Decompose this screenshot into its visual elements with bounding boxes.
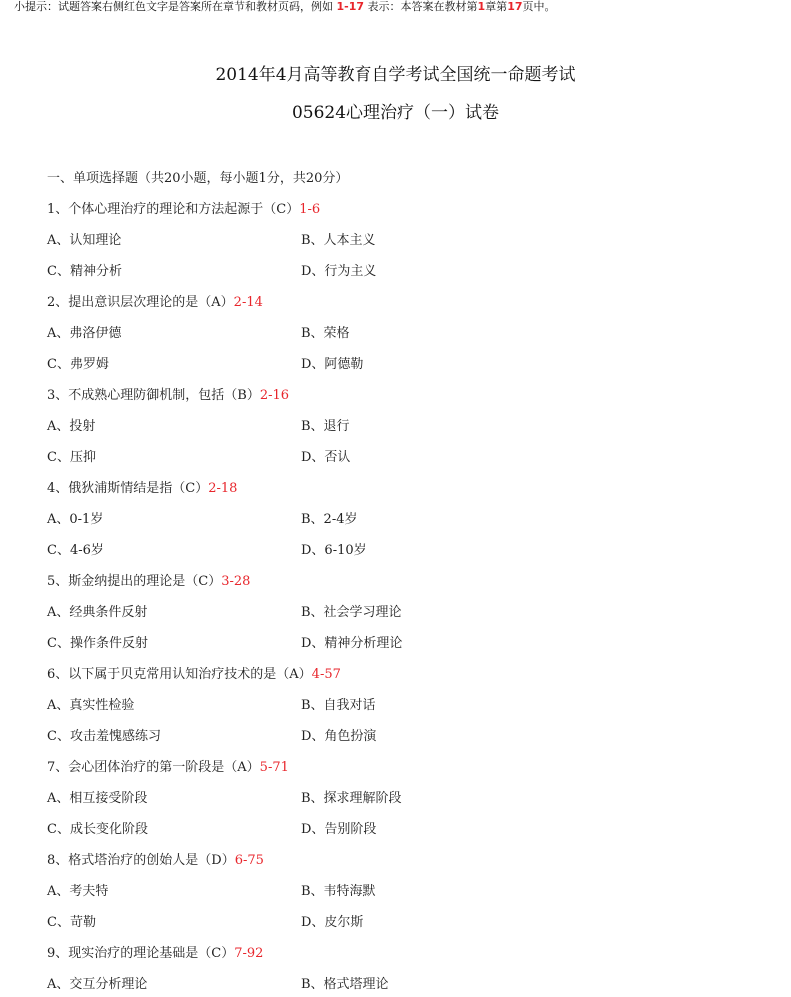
option-c: C、成长变化阶段 bbox=[47, 822, 148, 837]
question-stem: 1、个体心理治疗的理论和方法起源于（C） bbox=[47, 202, 300, 217]
option-c: C、精神分析 bbox=[47, 264, 122, 279]
answer-ref: 3-28 bbox=[221, 574, 251, 589]
option-b: B、退行 bbox=[301, 419, 350, 434]
option-b: B、2-4岁 bbox=[301, 512, 358, 527]
section-heading: 一、单项选择题（共20小题，每小题1分，共20分） bbox=[47, 171, 349, 186]
tip-example-ref: 1-17 bbox=[336, 0, 365, 13]
question-8 bbox=[47, 853, 264, 869]
option-c: C、攻击羞愧感练习 bbox=[47, 729, 161, 744]
option-b: B、探求理解阶段 bbox=[301, 791, 402, 806]
option-b: B、人本主义 bbox=[301, 233, 376, 248]
tip-mid2: 章第 bbox=[485, 0, 508, 13]
tip-page: 17 bbox=[507, 0, 523, 13]
question-6 bbox=[47, 667, 341, 683]
option-b: B、韦特海默 bbox=[301, 884, 376, 899]
tip-banner bbox=[14, 0, 556, 14]
option-c: C、苛勒 bbox=[47, 915, 96, 930]
option-d: D、否认 bbox=[301, 450, 351, 465]
option-c: C、弗罗姆 bbox=[47, 357, 109, 372]
answer-ref: 2-18 bbox=[208, 481, 238, 496]
tip-middle: 表示：本答案在教材第 bbox=[367, 0, 478, 13]
question-stem: 2、提出意识层次理论的是（A） bbox=[47, 295, 234, 310]
option-a: A、交互分析理论 bbox=[47, 977, 148, 992]
option-d: D、皮尔斯 bbox=[301, 915, 364, 930]
option-d: D、告别阶段 bbox=[301, 822, 377, 837]
tip-suffix: 页中。 bbox=[522, 0, 556, 13]
question-stem: 8、格式塔治疗的创始人是（D） bbox=[47, 853, 235, 868]
question-stem: 6、以下属于贝克常用认知治疗技术的是（A） bbox=[47, 667, 312, 682]
answer-ref: 5-71 bbox=[259, 760, 289, 775]
question-stem: 5、斯金纳提出的理论是（C） bbox=[47, 574, 222, 589]
question-9 bbox=[47, 946, 263, 962]
option-a: A、真实性检验 bbox=[47, 698, 135, 713]
tip-prefix: 小提示：试题答案右侧红色文字是答案所在章节和教材页码，例如 bbox=[14, 0, 333, 13]
question-5 bbox=[47, 574, 250, 590]
question-1 bbox=[47, 202, 320, 218]
exam-title: 2014年4月高等教育自学考试全国统一命题考试 bbox=[215, 65, 576, 85]
answer-ref: 6-75 bbox=[234, 853, 264, 868]
option-d: D、角色扮演 bbox=[301, 729, 377, 744]
option-a: A、相互接受阶段 bbox=[47, 791, 148, 806]
option-b: B、荣格 bbox=[301, 326, 350, 341]
answer-ref: 2-14 bbox=[233, 295, 263, 310]
option-a: A、经典条件反射 bbox=[47, 605, 148, 620]
answer-ref: 4-57 bbox=[311, 667, 341, 682]
option-a: A、考夫特 bbox=[47, 884, 109, 899]
option-b: B、社会学习理论 bbox=[301, 605, 402, 620]
exam-subtitle: 05624心理治疗（一）试卷 bbox=[291, 103, 500, 123]
question-4 bbox=[47, 481, 237, 497]
question-stem: 3、不成熟心理防御机制，包括（B） bbox=[47, 388, 260, 403]
option-b: B、格式塔理论 bbox=[301, 977, 389, 992]
option-a: A、0-1岁 bbox=[47, 512, 104, 527]
option-a: A、弗洛伊德 bbox=[47, 326, 122, 341]
answer-ref: 2-16 bbox=[259, 388, 290, 403]
question-7 bbox=[47, 760, 289, 776]
option-c: C、压抑 bbox=[47, 450, 96, 465]
option-d: D、精神分析理论 bbox=[301, 636, 403, 651]
option-c: C、操作条件反射 bbox=[47, 636, 148, 651]
question-stem: 4、俄狄浦斯情结是指（C） bbox=[47, 481, 209, 496]
option-a: A、认知理论 bbox=[47, 233, 122, 248]
option-d: D、行为主义 bbox=[301, 264, 377, 279]
question-3 bbox=[47, 388, 289, 404]
question-stem: 9、现实治疗的理论基础是（C） bbox=[47, 946, 235, 961]
answer-ref: 7-92 bbox=[234, 946, 264, 961]
option-c: C、4-6岁 bbox=[47, 543, 104, 558]
question-stem: 7、会心团体治疗的第一阶段是（A） bbox=[47, 760, 260, 775]
option-d: D、6-10岁 bbox=[301, 543, 367, 558]
answer-ref: 1-6 bbox=[299, 202, 321, 217]
option-a: A、投射 bbox=[47, 419, 96, 434]
option-d: D、阿德勒 bbox=[301, 357, 364, 372]
option-b: B、自我对话 bbox=[301, 698, 376, 713]
tip-chapter: 1 bbox=[477, 0, 486, 13]
question-2 bbox=[47, 295, 263, 311]
